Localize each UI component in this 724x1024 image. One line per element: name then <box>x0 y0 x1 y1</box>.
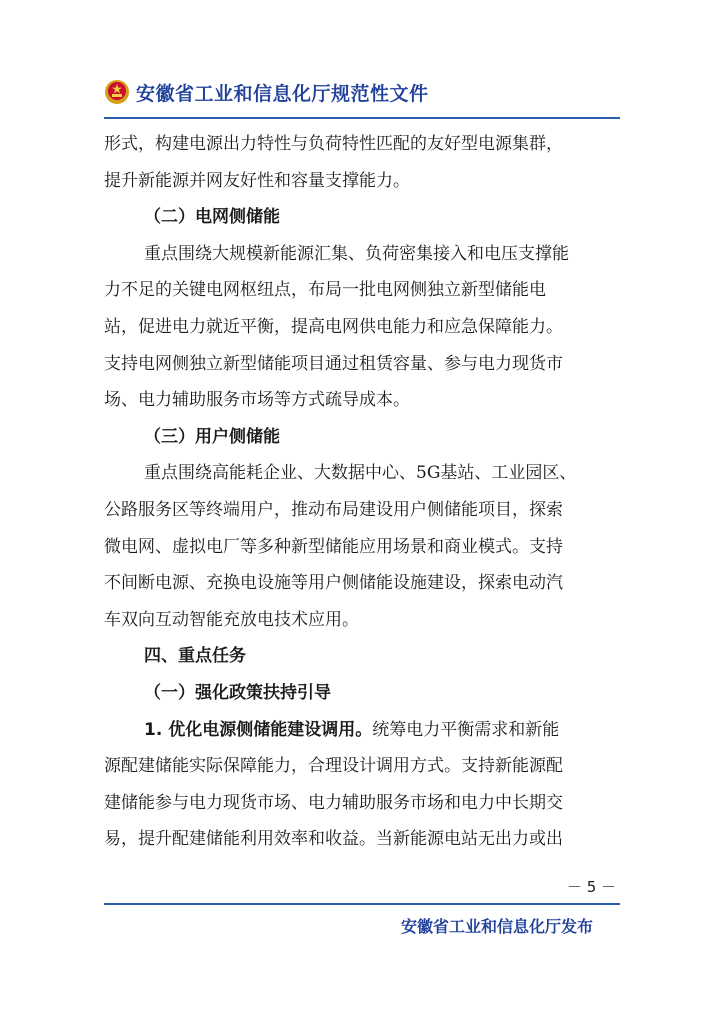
body-line: 重点围绕高能耗企业、大数据中心、5G基站、工业园区、 <box>144 463 577 484</box>
header-divider <box>104 117 620 119</box>
body-line: 不间断电源、充换电设施等用户侧储能设施建设，探索电动汽 <box>104 573 563 594</box>
body-line: 场、电力辅助服务市场等方式疏导成本。 <box>104 390 410 411</box>
body-line: 易，提升配建储能利用效率和收益。当新能源电站无出力或出 <box>104 829 563 850</box>
item-heading: 1. 优化电源侧储能建设调用。 <box>144 719 373 740</box>
header-title: 安徽省工业和信息化厅规范性文件 <box>136 83 429 105</box>
section-heading: （三）用户侧储能 <box>144 426 280 447</box>
document-body <box>104 126 624 858</box>
body-line <box>104 712 624 749</box>
section-heading: （二）电网侧储能 <box>144 207 280 228</box>
national-emblem-icon <box>104 78 130 106</box>
body-line: 力不足的关键电网枢纽点，布局一批电网侧独立新型储能电 <box>104 280 546 301</box>
body-line: 微电网、虚拟电厂等多种新型储能应用场景和商业模式。支持 <box>104 536 563 557</box>
item-text: 统筹电力平衡需求和新能 <box>372 719 560 740</box>
chapter-heading: 四、重点任务 <box>144 646 246 667</box>
document-header <box>104 78 620 114</box>
body-line: 形式，构建电源出力特性与负荷特性匹配的友好型电源集群， <box>104 134 563 154</box>
body-line: 提升新能源并网友好性和容量支撑能力。 <box>104 170 410 191</box>
body-line: 站，促进电力就近平衡，提高电网供电能力和应急保障能力。 <box>104 316 563 337</box>
body-line: 建储能参与电力现货市场、电力辅助服务市场和电力中长期交 <box>104 792 563 813</box>
body-line: 支持电网侧独立新型储能项目通过租赁容量、参与电力现货市 <box>104 353 563 374</box>
page-number: － 5 － <box>567 878 617 896</box>
section-heading: （一）强化政策扶持引导 <box>144 682 331 703</box>
footer-divider <box>104 903 620 905</box>
body-line: 源配建储能实际保障能力，合理设计调用方式。支持新能源配 <box>104 756 563 777</box>
footer-publisher: 安徽省工业和信息化厅发布 <box>401 917 594 936</box>
body-line: 公路服务区等终端用户，推动布局建设用户侧储能项目，探索 <box>104 499 563 520</box>
body-line: 车双向互动智能充放电技术应用。 <box>104 609 359 630</box>
body-line: 重点围绕大规模新能源汇集、负荷密集接入和电压支撑能 <box>144 243 569 264</box>
